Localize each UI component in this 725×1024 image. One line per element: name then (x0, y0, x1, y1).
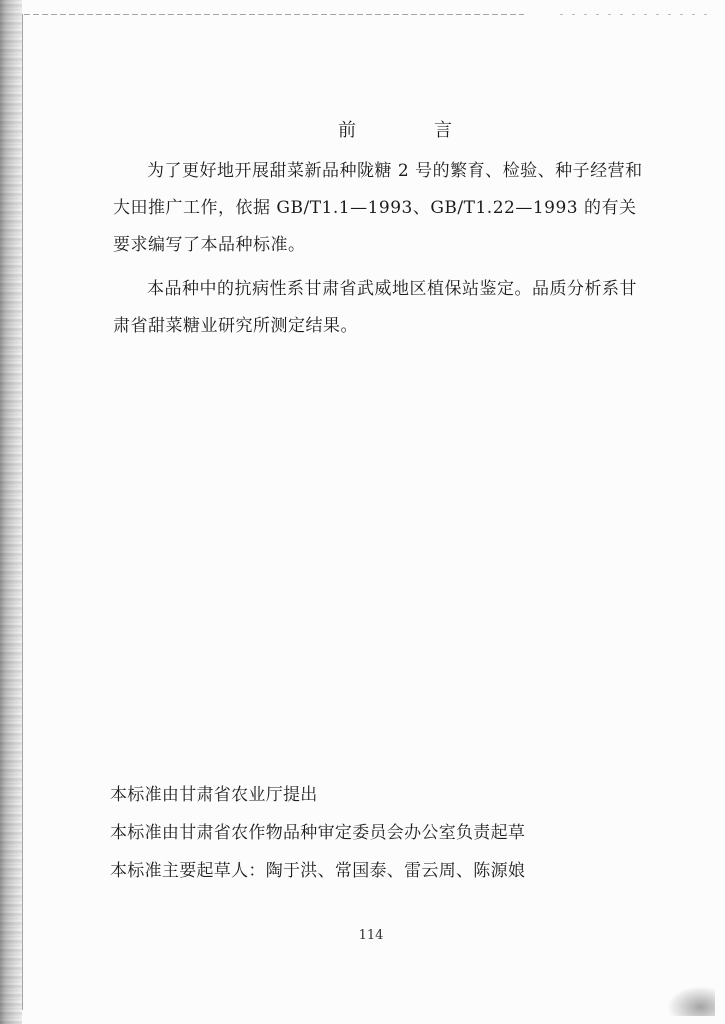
footer-proposed-by: 本标准由甘肃省农业厅提出 (110, 785, 318, 805)
page-title: 前 言 (338, 120, 482, 141)
scan-edge-line (22, 14, 23, 1010)
scan-shadow-edge (0, 0, 22, 1024)
paragraph-purpose: 为了更好地开展甜菜新品种陇糖 2 号的繁育、检验、种子经营和大田推广工作，依据 GB/T1.1—1993、GB/T1.22—1993 的有关要求编写了本品种标准。 (113, 161, 643, 255)
page-number: 114 (358, 928, 384, 943)
top-rule (24, 14, 524, 15)
paragraph-testing: 本品种中的抗病性系甘肃省武威地区植保站鉴定。品质分析系甘肃省甜菜糖业研究所测定结果。 (113, 279, 637, 336)
footer-drafted-by: 本标准由甘肃省农作物品种审定委员会办公室负责起草 (110, 823, 526, 843)
scan-corner-smudge (667, 986, 715, 1016)
top-rule-right (560, 14, 710, 15)
footer-main-drafters: 本标准主要起草人：陶于洪、常国泰、雷云周、陈源娘 (110, 861, 526, 881)
